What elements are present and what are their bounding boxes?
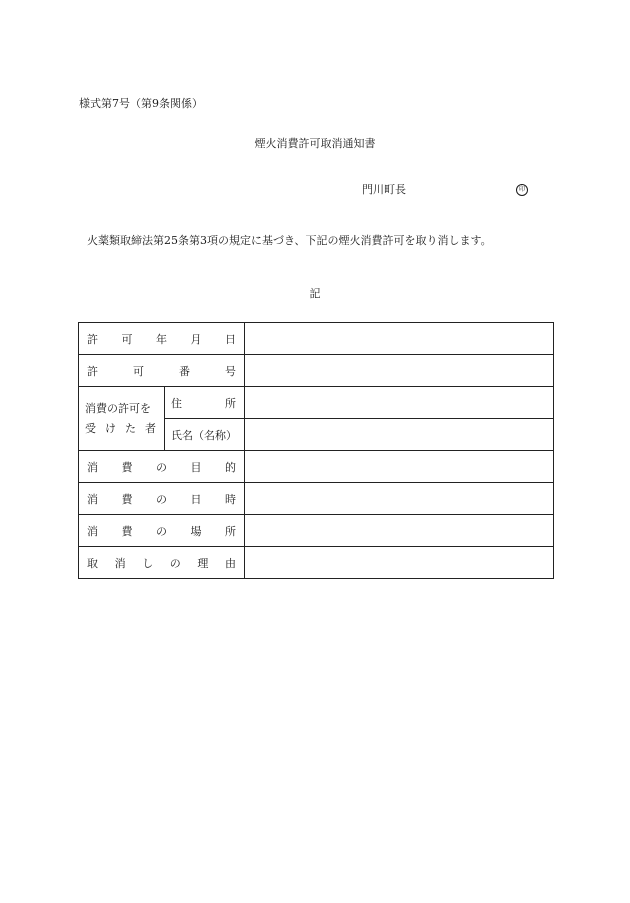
label-char: 許 bbox=[87, 364, 98, 378]
label-char: 可 bbox=[121, 332, 133, 346]
label-char: 時 bbox=[225, 492, 236, 506]
value-reason[interactable] bbox=[245, 547, 554, 579]
label-char: の bbox=[156, 524, 167, 538]
label-char: 受 bbox=[85, 421, 96, 435]
label-permit-date bbox=[79, 323, 245, 355]
label-char: 消 bbox=[114, 556, 126, 570]
label-char: 住 bbox=[171, 396, 182, 410]
label-char: し bbox=[142, 556, 154, 570]
label-permit-number bbox=[79, 355, 245, 387]
label-char: 消 bbox=[87, 524, 98, 538]
name-label: 氏名（名称） bbox=[171, 428, 237, 442]
label-char: の bbox=[169, 556, 181, 570]
ki-heading: 記 bbox=[309, 287, 321, 300]
table-row bbox=[79, 451, 554, 483]
spread-label bbox=[79, 363, 244, 379]
value-permit-number[interactable] bbox=[245, 355, 554, 387]
label-char: 日 bbox=[225, 332, 236, 346]
spread-label bbox=[79, 555, 244, 571]
label-char: 取 bbox=[87, 556, 98, 570]
label-address bbox=[165, 387, 245, 419]
spread-label bbox=[79, 491, 244, 507]
table-row bbox=[79, 483, 554, 515]
table-row bbox=[79, 515, 554, 547]
label-name bbox=[165, 419, 245, 451]
form-number: 様式第7号（第9条関係） bbox=[79, 97, 203, 110]
spread-label bbox=[165, 395, 244, 411]
label-purpose bbox=[79, 451, 245, 483]
label-char: 可 bbox=[133, 364, 144, 378]
table-row bbox=[79, 323, 554, 355]
label-char: の bbox=[156, 460, 167, 474]
label-char: 者 bbox=[145, 421, 156, 435]
label-char: 許 bbox=[87, 332, 98, 346]
label-char: 年 bbox=[156, 332, 167, 346]
permit-holder-line2 bbox=[85, 419, 158, 439]
label-char: た bbox=[125, 421, 136, 435]
permit-holder-line1: 消費の許可を bbox=[85, 401, 151, 415]
spread-label bbox=[79, 459, 244, 475]
spread-label bbox=[79, 523, 244, 539]
label-char: 号 bbox=[225, 364, 236, 378]
label-location bbox=[79, 515, 245, 547]
label-char: 費 bbox=[121, 524, 133, 538]
value-name[interactable] bbox=[245, 419, 554, 451]
label-char: 所 bbox=[225, 396, 236, 410]
body-text: 火薬類取締法第25条第3項の規定に基づき、下記の煙火消費許可を取り消します。 bbox=[87, 234, 492, 247]
label-char: 的 bbox=[225, 460, 236, 474]
label-char: 月 bbox=[190, 332, 202, 346]
value-purpose[interactable] bbox=[245, 451, 554, 483]
label-char: 由 bbox=[224, 556, 236, 570]
seal-mark: 印 bbox=[516, 184, 528, 196]
table-row bbox=[79, 355, 554, 387]
value-datetime[interactable] bbox=[245, 483, 554, 515]
value-address[interactable] bbox=[245, 387, 554, 419]
label-char: 理 bbox=[197, 556, 209, 570]
details-table bbox=[78, 322, 554, 579]
table-row bbox=[79, 547, 554, 579]
label-datetime bbox=[79, 483, 245, 515]
label-char: 場 bbox=[190, 524, 202, 538]
spread-label bbox=[79, 331, 244, 347]
document-title: 煙火消費許可取消通知書 bbox=[254, 137, 376, 150]
label-char: け bbox=[105, 421, 116, 435]
label-reason bbox=[79, 547, 245, 579]
permit-holder-stack bbox=[79, 399, 164, 439]
label-char: 消 bbox=[87, 492, 98, 506]
label-char: 費 bbox=[121, 492, 133, 506]
value-permit-date[interactable] bbox=[245, 323, 554, 355]
table-row bbox=[79, 387, 554, 419]
label-char: 消 bbox=[87, 460, 98, 474]
value-location[interactable] bbox=[245, 515, 554, 547]
label-char: 番 bbox=[179, 364, 190, 378]
label-char: の bbox=[156, 492, 167, 506]
label-char: 目 bbox=[190, 460, 202, 474]
issuer-name: 門川町長 bbox=[362, 183, 406, 196]
label-char: 費 bbox=[121, 460, 133, 474]
label-permit-holder bbox=[79, 387, 165, 451]
label-char: 所 bbox=[225, 524, 236, 538]
label-char: 日 bbox=[190, 492, 202, 506]
